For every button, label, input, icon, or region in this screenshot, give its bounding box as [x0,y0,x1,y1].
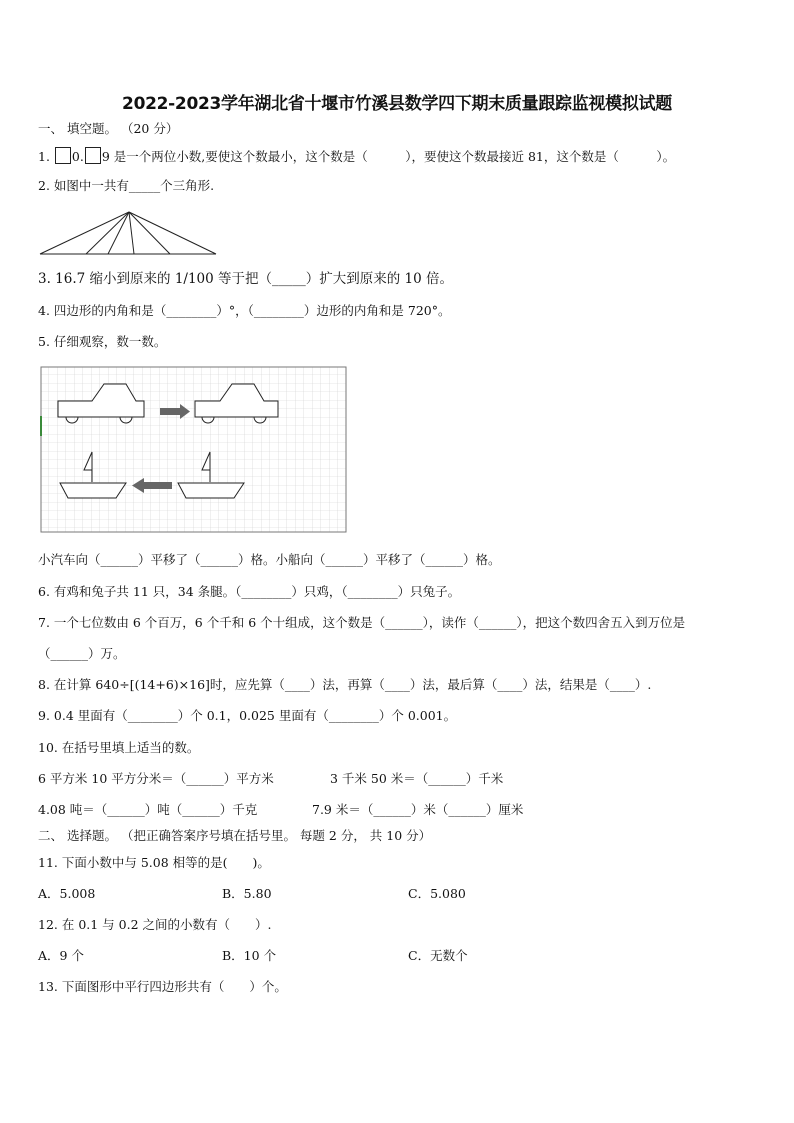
question-11: 11. 下面小数中与 5.08 相等的是( )。 [38,855,270,870]
question-5-answer: 小汽车向（______）平移了（______）格。小船向（______）平移了（______）格。 [38,552,501,567]
question-12-option-b: B．10 个 [222,948,277,963]
fan-line-3 [108,212,129,254]
question-3: 3. 16.7 缩小到原来的 1/100 等于把（_____）扩大到原来的 10 倍。 [38,271,454,287]
question-7-line-1: 7. 一个七位数由 6 个百万，6 个千和 6 个十组成，这个数是（______），读作（______），把这个数四舍五入到万位是 [38,615,686,630]
question-10-d: 7.9 米＝（______）米（______）厘米 [312,802,524,817]
question-10-c: 4.08 吨＝（______）吨（______）千克 [38,802,258,817]
fan-line-4 [129,212,134,254]
question-12-option-a: A．9 个 [38,948,84,963]
blank-box-1 [55,147,71,164]
question-10: 10. 在括号里填上适当的数。 [38,740,200,755]
question-4: 4. 四边形的内角和是（________）°，（________）边形的内角和是 720°。 [38,303,451,318]
question-1 [38,147,675,165]
blank-box-2 [85,147,101,164]
question-7-line-2: （______）万。 [38,646,126,661]
question-10-b: 3 千米 50 米＝（______）千米 [330,771,504,786]
question-12-option-c: C．无数个 [408,948,468,963]
question-5: 5. 仔细观察，数一数。 [38,334,167,349]
section-2-heading: 二、 选择题。 （把正确答案序号填在括号里。 每题 2 分， 共 10 分） [38,828,432,843]
fan-line-5 [129,212,170,254]
grid-background [41,367,346,532]
question-9: 9. 0.4 里面有（________）个 0.1，0.025 里面有（________）个 0.001。 [38,708,457,723]
section-1-heading: 一、 填空题。 （20 分） [38,121,179,136]
fan-line-6 [129,212,216,254]
fan-line-1 [40,212,129,254]
question-6: 6. 有鸡和兔子共 11 只，34 条腿。（________）只鸡，（________）只兔子。 [38,584,461,599]
question-13: 13. 下面图形中平行四边形共有（ ）个。 [38,979,287,994]
question-8: 8. 在计算 640÷[(14+6)×16]时，应先算（____）法，再算（____）法，最后算（____）法，结果是（____）. [38,677,652,692]
page-title: 2022-2023学年湖北省十堰市竹溪县数学四下期末质量跟踪监视模拟试题 [122,94,672,114]
question-11-option-c: C．5.080 [408,886,466,901]
triangle-fan-figure [38,208,220,258]
translation-grid-figure [40,366,348,534]
question-1-text: 9 是一个两位小数,要使这个数最小，这个数是（ ），要使这个数最接近 81，这个数是（ ）。 [101,149,676,164]
question-1-number: 1. [38,149,50,164]
question-12: 12. 在 0.1 与 0.2 之间的小数有（ ）. [38,917,272,932]
question-10-a: 6 平方米 10 平方分米＝（______）平方米 [38,771,274,786]
question-1-mid: 0. [71,149,84,164]
question-11-option-b: B．5.80 [222,886,272,901]
question-2: 2. 如图中一共有_____个三角形. [38,178,215,193]
fan-line-2 [86,212,129,254]
question-11-option-a: A．5.008 [38,886,96,901]
